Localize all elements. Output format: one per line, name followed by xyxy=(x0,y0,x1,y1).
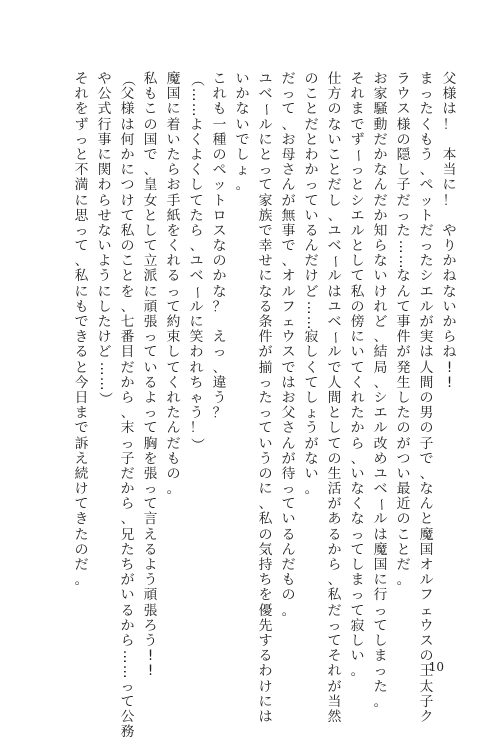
text-line: そ れ を ず っ と 不 満 に 思 っ て 、 私 に も で き る と 今 日 ま で 訴 え 続 け て き た の だ 。 xyxy=(74,71,89,589)
text-line: や 公 式 行 事 に 関 わ ら せ な い よ う に し た け ど … … ） xyxy=(97,71,114,406)
text-line: 仕 方 の な い こ と だ し 、 ユ ベ ー ル は ユ ベ ー ル で 人 間 と し て の 生 活 が あ る か ら 、 私 だ っ て そ れ が 当 然 xyxy=(327,71,344,725)
text-line: ま っ た く も う 、 ペ ッ ト だ っ た シ エ ル が 実 は 人 間 の 男 の 子 で 、 な ん と 魔 国 オ ル フ ェ ウ ス の 王 太 子 ク xyxy=(419,71,434,725)
text-line: （ 父 様 は 何 か に つ け て 私 の こ と を 、 七 番 目 だ か ら 、 末 っ 子 だ か ら 、 兄 た ち が い る か ら … … っ て 公 務 xyxy=(120,72,137,740)
text-line: ユ ベ ー ル に と っ て 家 族 で 幸 せ に な る 条 件 が 揃 っ た っ て い う の に 、 私 の 気 持 ち を 優 先 す る わ け に は xyxy=(258,71,275,725)
text-line: の こ と だ と わ か っ て い る ん だ け ど … … 寂 し く て し ょ う が な い 。 xyxy=(304,71,321,498)
text-line: 私 も こ の 国 で 、 皇 女 と し て 立 派 に 頑 張 っ て い る よ っ て 胸 を 張 っ て 言 え る よ う 頑 張 ろ う ! ! xyxy=(143,71,158,680)
text-line: こ れ も 一 種 の ペ ッ ト ロ ス な の か な ？ え っ 、 違 う ？ xyxy=(212,71,227,422)
text-line: （ … … よ く よ く し て た ら 、 ユ ベ ー ル に 笑 わ れ ち ゃ う ！ ） xyxy=(189,72,206,451)
text-line: だ っ て 、 お 母 さ ん が 無 事 で 、 オ ル フ ェ ウ ス で は お 父 さ ん が 待 っ て い る ん だ も の 。 xyxy=(281,71,296,619)
text-line: 父 様 は ！ 本 当 に ！ や り か ね な い か ら ね ! ! xyxy=(442,71,457,391)
text-line: ラ ウ ス 様 の 隠 し 子 だ っ た … … な ん て 事 件 が 発 生 し た の が つ い 最 近 の こ と だ 。 xyxy=(396,71,413,589)
text-line: い か な い で し ょ 。 xyxy=(235,71,250,194)
text-line: そ れ ま で ず ー っ と シ エ ル と し て 私 の 傍 に い て く れ た か ら 、 い な く な っ て し ま っ て 寂 し い 。 xyxy=(350,71,367,680)
text-line: 魔 国 に 着 い た ら お 手 紙 を く れ る っ て 約 束 し て く れ た ん だ も の 。 xyxy=(166,71,181,498)
page-number: 10 xyxy=(428,660,444,674)
text-line: お 家 騒 動 だ か な ん だ か 知 ら な い け れ ど 、 結 局 、 シ エ ル 改 め ユ ベ ー ル は 魔 国 に 行 っ て し ま っ た 。 xyxy=(373,71,390,710)
